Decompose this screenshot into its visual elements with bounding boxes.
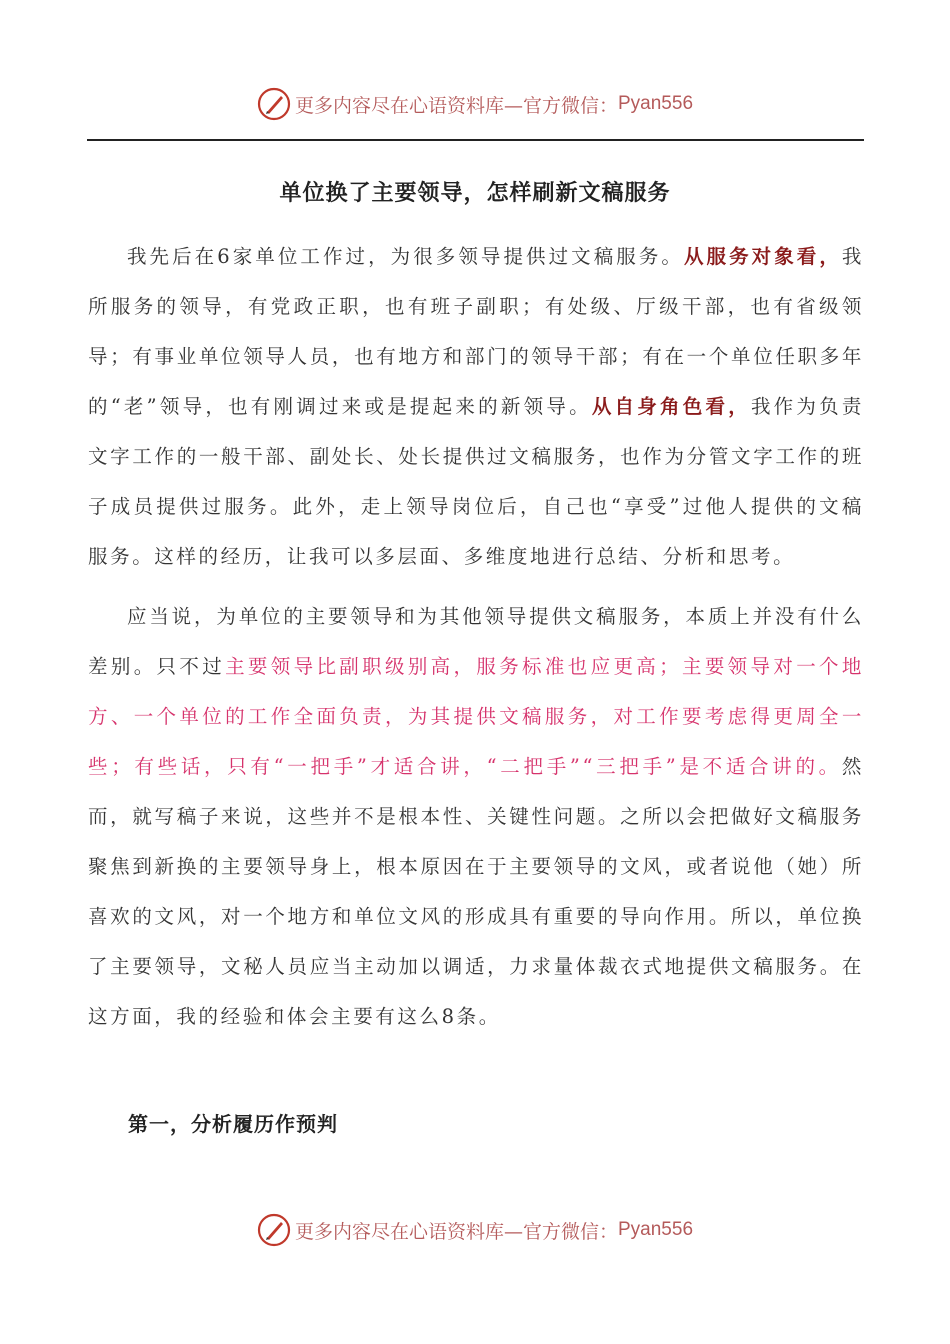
p2-text-2: 然而，就写稿子来说，这些并不是根本性、关键性问题。之所以会把做好文稿服务聚焦到新换的主要领导身上，根本原因在于主要领导的文风，或者说他（她）所喜欢的文风，对一个地方和单位文风的形成具有重要的导向作用。所以，单位换了主要领导，文秘人员应当主动加以调适，力求量体裁衣式地提供文稿服务。在这方面，我的经验和体会主要有这么8条。 bbox=[88, 755, 864, 1028]
footer-banner-text: 更多内容尽在心语资料库—官方微信： bbox=[294, 1220, 618, 1243]
header-wechat-id: Pyan556 bbox=[618, 93, 694, 114]
p1-text-3: 我作为负责文字工作的一般干部、副处长、处长提供过文稿服务，也作为分管文字工作的班子成员提供过服务。此外，走上领导岗位后，自己也“享受”过他人提供的文稿服务。这样的经历，让我可以多层面、多维度地进行总结、分析和思考。 bbox=[88, 395, 864, 568]
paragraph-1 bbox=[88, 232, 864, 582]
section-heading-1: 第一，分析履历作预判 bbox=[128, 1112, 338, 1136]
p1-text-1: 我先后在6家单位工作过，为很多领导提供过文稿服务。 bbox=[127, 245, 684, 268]
paragraph-2 bbox=[88, 592, 864, 1042]
footer-wechat-id: Pyan556 bbox=[618, 1219, 694, 1240]
p2-highlight-pink: 主要领导比副职级别高，服务标准也应更高；主要领导对一个地方、一个单位的工作全面负责，为其提供文稿服务，对工作要考虑得更周全一些；有些话，只有“一把手”才适合讲，“二把手”“三把手”是不适合讲的。 bbox=[88, 655, 864, 778]
p1-highlight-service-target: 从服务对象看， bbox=[683, 245, 842, 268]
p1-text-2: 我所服务的领导，有党政正职，也有班子副职；有处级、厅级干部，也有省级领导；有事业单位领导人员，也有地方和部门的领导干部；有在一个单位任职多年的“老”领导，也有刚调过来或是提起来的新领导。 bbox=[88, 245, 864, 418]
quill-pen-icon bbox=[257, 1213, 291, 1247]
p2-text-1: 应当说，为单位的主要领导和为其他领导提供文稿服务，本质上并没有什么差别。只不过 bbox=[88, 605, 864, 678]
p1-highlight-own-role: 从自身角色看， bbox=[591, 395, 751, 418]
header-banner-text: 更多内容尽在心语资料库—官方微信： bbox=[294, 94, 618, 117]
article-body bbox=[88, 232, 864, 1042]
document-title: 单位换了主要领导，怎样刷新文稿服务 bbox=[279, 180, 671, 206]
footer-banner bbox=[0, 1210, 950, 1250]
quill-pen-icon bbox=[257, 87, 291, 121]
header-banner bbox=[0, 84, 950, 124]
header-divider bbox=[87, 139, 864, 141]
